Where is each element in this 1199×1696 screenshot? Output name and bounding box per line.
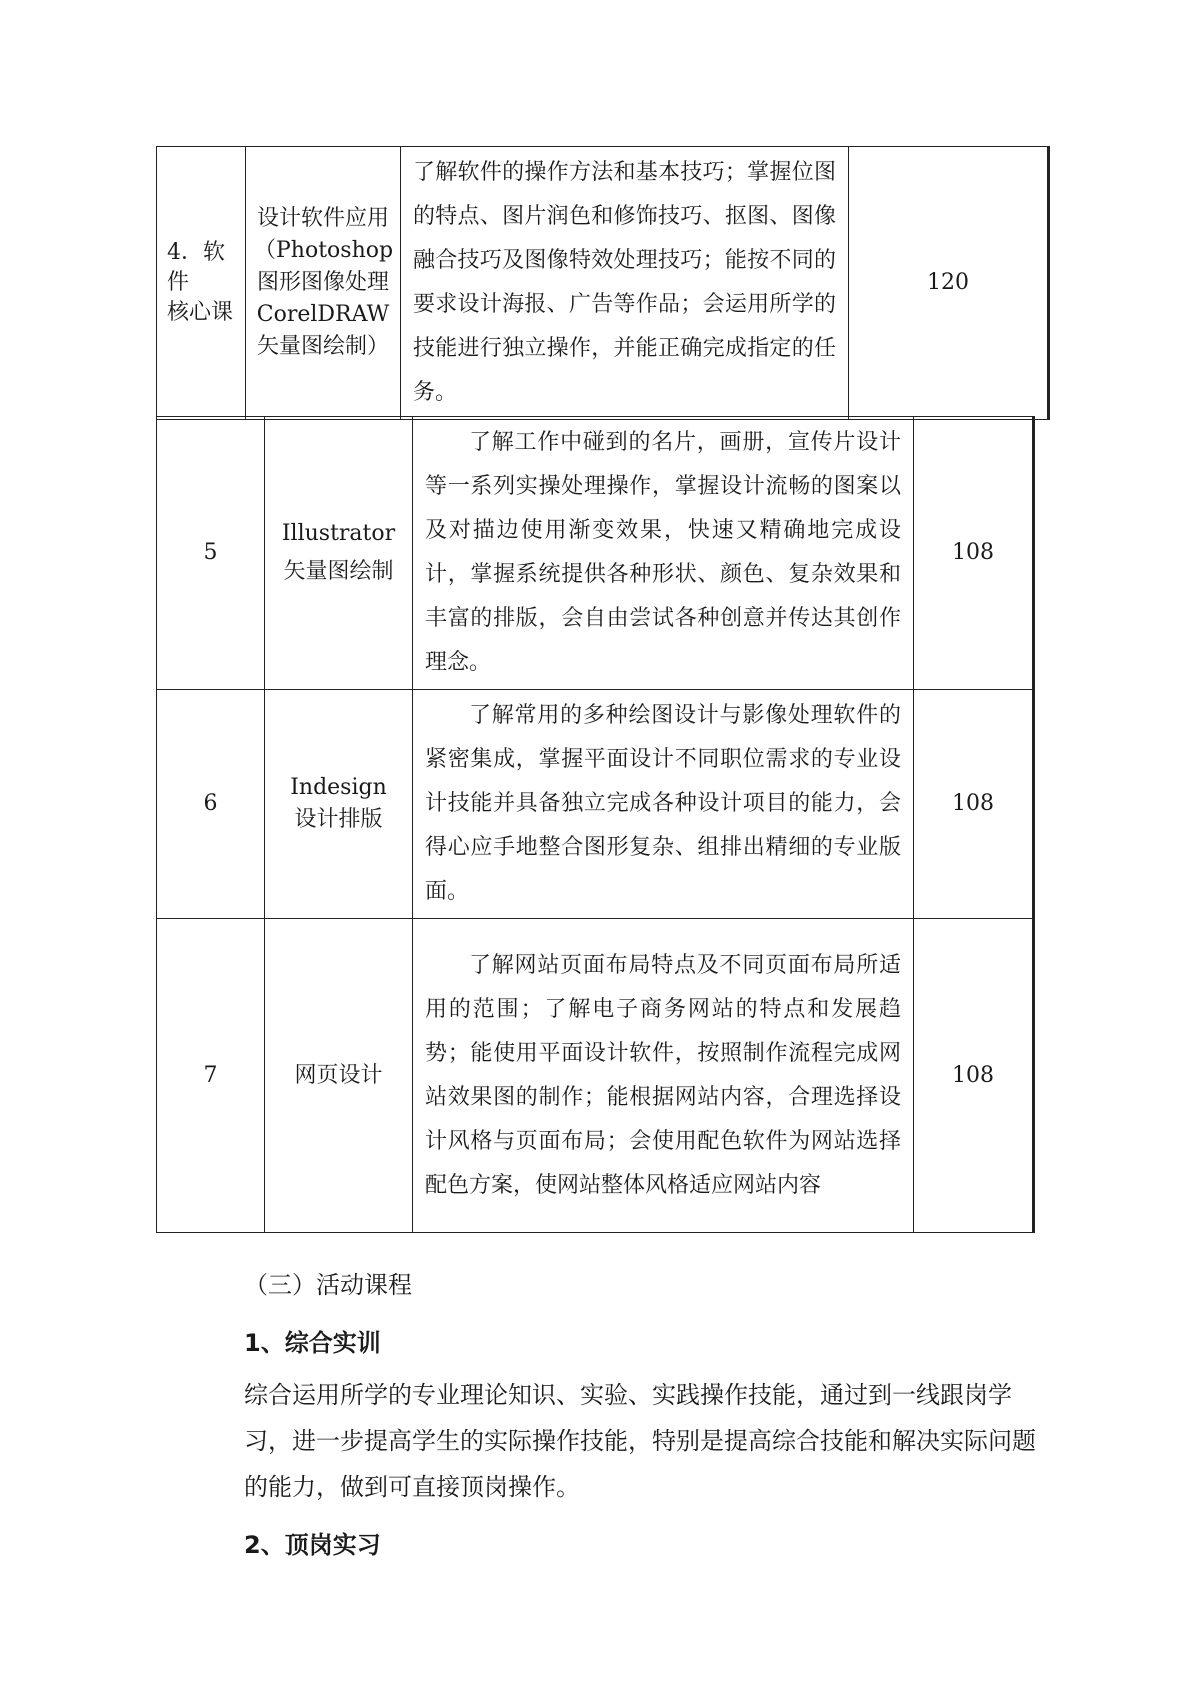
course-table-top bbox=[156, 146, 1050, 420]
course-hours: 108 bbox=[914, 690, 1034, 919]
table-row bbox=[157, 919, 1034, 1233]
course-description: 了解常用的多种绘图设计与影像处理软件的紧密集成，掌握平面设计不同职位需求的专业设计技能并具备独立完成各种设计项目的能力，会得心应手地整合图形复杂、组排出精细的专业版面。 bbox=[413, 690, 914, 919]
course-name: Illustrator 矢量图绘制 bbox=[265, 417, 413, 690]
course-table bbox=[156, 416, 1035, 1233]
course-name: 网页设计 bbox=[265, 919, 413, 1233]
heading-internship: 2、顶岗实习 bbox=[244, 1531, 381, 1559]
heading-comprehensive-training: 1、综合实训 bbox=[244, 1329, 381, 1357]
section-title: （三）活动课程 bbox=[244, 1271, 412, 1299]
course-description: 了解网站页面布局特点及不同页面布局所适用的范围；了解电子商务网站的特点和发展趋势；能使用平面设计软件，按照制作流程完成网站效果图的制作；能根据网站内容，合理选择设计风格与页面布局；会使用配色软件为网站选择配色方案，使网站整体风格适应网站内容 bbox=[413, 919, 914, 1233]
course-name: 设计软件应用 （Photoshop 图形图像处理 CorelDRAW 矢量图绘制） bbox=[246, 147, 401, 420]
table-row bbox=[157, 690, 1034, 919]
course-hours: 120 bbox=[849, 147, 1049, 420]
paragraph-comprehensive-training: 综合运用所学的专业理论知识、实验、实践操作技能，通过到一线跟岗学习，进一步提高学生的实际操作技能，特别是提高综合技能和解决实际问题的能力，做到可直接顶岗操作。 bbox=[244, 1381, 1036, 1501]
course-number: 5 bbox=[157, 417, 265, 690]
course-number: 7 bbox=[157, 919, 265, 1233]
course-category: 4．软件 核心课 bbox=[157, 147, 246, 420]
table-row bbox=[157, 147, 1049, 420]
course-hours: 108 bbox=[914, 919, 1034, 1233]
table-row bbox=[157, 417, 1034, 690]
course-hours: 108 bbox=[914, 417, 1034, 690]
course-name: Indesign 设计排版 bbox=[265, 690, 413, 919]
course-description: 了解软件的操作方法和基本技巧；掌握位图的特点、图片润色和修饰技巧、抠图、图像融合技巧及图像特效处理技巧；能按不同的要求设计海报、广告等作品；会运用所学的技能进行独立操作，并能正确完成指定的任务。 bbox=[401, 147, 849, 420]
course-description: 了解工作中碰到的名片，画册，宣传片设计等一系列实操处理操作，掌握设计流畅的图案以及对描边使用渐变效果，快速又精确地完成设计，掌握系统提供各种形状、颜色、复杂效果和丰富的排版，会自由尝试各种创意并传达其创作理念。 bbox=[413, 417, 914, 690]
course-number: 6 bbox=[157, 690, 265, 919]
